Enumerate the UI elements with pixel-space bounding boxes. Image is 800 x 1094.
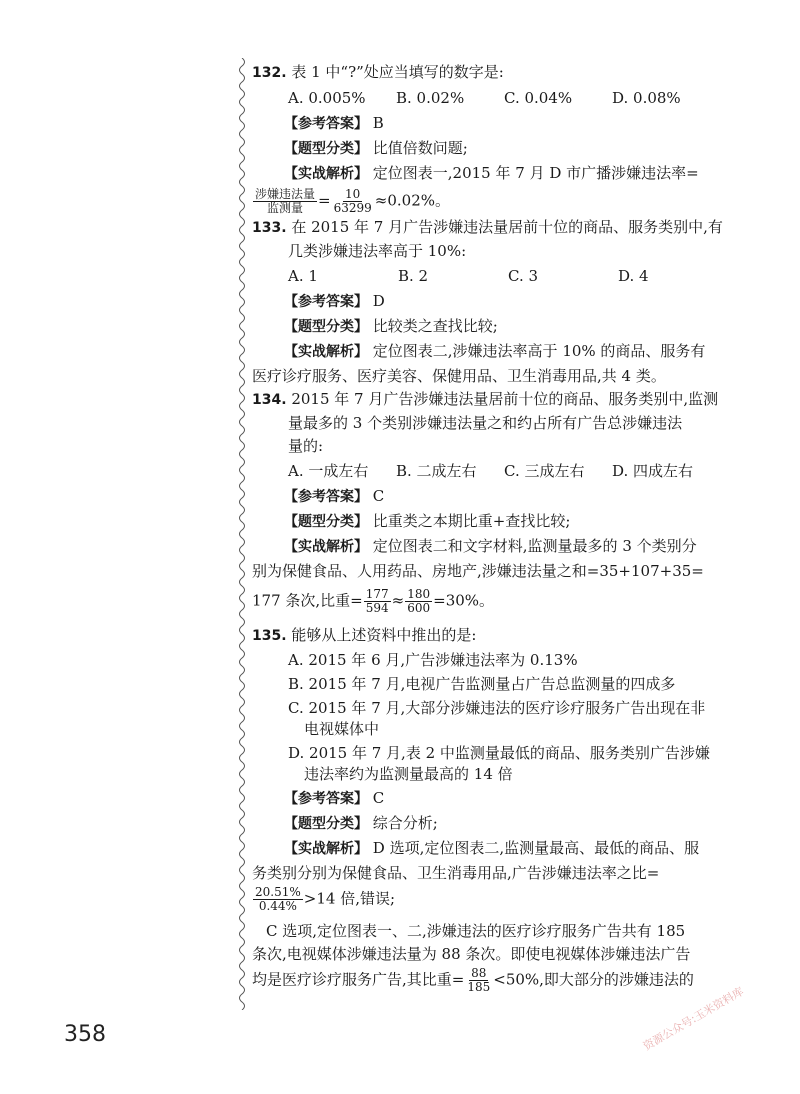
fraction: $\frac{177}{594}$ (365, 587, 389, 615)
option-c: C. 三成左右 (504, 462, 585, 480)
question-132 (252, 62, 732, 215)
option-b: B. 二成左右 (396, 462, 477, 480)
formula-line: $\frac{\text{涉嫌违法量}}{\text{监测量}}$ = $\frac{10}{63299}$ ≈0.02%。 (255, 187, 451, 215)
answer-tag: 【参考答案】 (284, 116, 368, 132)
type-tag: 【题型分类】 (284, 816, 368, 832)
type-tag: 【题型分类】 (284, 319, 368, 335)
analysis-text-cont: C 选项,定位图表一、二,涉嫌违法的医疗诊疗服务广告共有 185 (266, 922, 686, 940)
answer-value: C (372, 789, 385, 807)
option-d: D. 2015 年 7 月,表 2 中监测量最低的商品、服务类别广告涉嫌 违法率约为监测量最高的 14 倍 (288, 744, 710, 783)
watermark: 资源公众号:玉米资料库 (641, 984, 746, 1053)
formula-line: $\frac{20.51\%}{0.44\%}$ >14 倍,错误; (255, 885, 396, 913)
question-135 (252, 625, 732, 994)
option-a: A. 1 (288, 267, 318, 285)
option-c: C. 3 (508, 267, 539, 285)
option-a: A. 2015 年 6 月,广告涉嫌违法率为 0.13% (288, 651, 578, 669)
analysis-tag: 【实战解析】 (284, 539, 368, 555)
question-text: 能够从上述资料中推出的是: (291, 626, 477, 644)
analysis-tag: 【实战解析】 (284, 344, 368, 360)
option-d: D. 0.08% (612, 89, 681, 107)
option-b: B. 2 (398, 267, 429, 285)
question-text: 表 1 中“?”处应当填写的数字是: (291, 63, 504, 81)
analysis-text: D 选项,定位图表二,监测量最高、最低的商品、服 (372, 839, 700, 857)
analysis-text: 定位图表一,2015 年 7 月 D 市广播涉嫌违法率= (372, 164, 699, 182)
option-a: A. 一成左右 (288, 462, 369, 480)
options-row (252, 266, 732, 287)
analysis-text-cont: 医疗诊疗服务、医疗美容、保健用品、卫生消毒用品,共 4 类。 (252, 367, 666, 385)
option-c: C. 0.04% (504, 89, 573, 107)
formula-line: 均是医疗诊疗服务广告,其比重= $\frac{88}{185}$ <50%,即大部分的涉嫌违法的 (252, 966, 694, 994)
question-text-cont: 量的: (288, 437, 324, 455)
option-d: D. 四成左右 (612, 462, 694, 480)
analysis-tag: 【实战解析】 (284, 166, 368, 182)
question-text: 2015 年 7 月广告涉嫌违法量居前十位的商品、服务类别中,监测 (291, 390, 719, 408)
options-row (252, 461, 732, 482)
question-number: 135. (252, 628, 287, 644)
fraction: $\frac{10}{63299}$ (333, 187, 372, 215)
analysis-text: 定位图表二,涉嫌违法率高于 10% 的商品、服务有 (372, 342, 706, 360)
analysis-text-cont: 条次,电视媒体涉嫌违法量为 88 条次。即使电视媒体涉嫌违法广告 (252, 945, 691, 963)
question-number: 132. (252, 65, 287, 81)
answer-value: D (372, 292, 385, 310)
page-content (252, 60, 732, 996)
analysis-text-cont: 别为保健食品、人用药品、房地产,涉嫌违法量之和=35+107+35= (252, 562, 704, 580)
analysis-text-cont: 务类别分别为保健食品、卫生消毒用品,广告涉嫌违法率之比= (252, 864, 660, 882)
answer-tag: 【参考答案】 (284, 791, 368, 807)
answer-tag: 【参考答案】 (284, 489, 368, 505)
fraction: $\frac{180}{600}$ (407, 587, 431, 615)
formula-line: 177 条次,比重= $\frac{177}{594}$ ≈ $\frac{180}{600}$ =30%。 (252, 587, 495, 615)
question-text: 在 2015 年 7 月广告涉嫌违法量居前十位的商品、服务类别中,有 (291, 218, 723, 236)
option-d: D. 4 (618, 267, 649, 285)
type-value: 比较类之查找比较; (372, 317, 498, 335)
analysis-tag: 【实战解析】 (284, 841, 368, 857)
question-133 (252, 217, 732, 387)
fraction: $\frac{20.51\%}{0.44\%}$ (255, 885, 301, 913)
fraction: $\frac{88}{185}$ (467, 966, 491, 994)
type-value: 比重类之本期比重+查找比较; (372, 512, 571, 530)
question-134 (252, 389, 732, 615)
page-number: 358 (64, 1022, 106, 1047)
answer-tag: 【参考答案】 (284, 294, 368, 310)
type-tag: 【题型分类】 (284, 514, 368, 530)
question-text-cont: 量最多的 3 个类别涉嫌违法量之和约占所有广告总涉嫌违法 (288, 414, 683, 432)
type-tag: 【题型分类】 (284, 141, 368, 157)
option-b: B. 0.02% (396, 89, 465, 107)
question-number: 134. (252, 392, 287, 408)
option-a: A. 0.005% (288, 89, 366, 107)
question-text-cont: 几类涉嫌违法率高于 10%: (288, 242, 467, 260)
option-b: B. 2015 年 7 月,电视广告监测量占广告总监测量的四成多 (288, 675, 676, 693)
type-value: 综合分析; (372, 814, 438, 832)
fraction: $\frac{\text{涉嫌违法量}}{\text{监测量}}$ (255, 187, 316, 215)
type-value: 比值倍数问题; (372, 139, 468, 157)
options-row (252, 88, 732, 109)
answer-value: C (372, 487, 385, 505)
analysis-text: 定位图表二和文字材料,监测量最多的 3 个类别分 (372, 537, 697, 555)
margin-wavy-line (236, 58, 248, 1010)
option-c: C. 2015 年 7 月,大部分涉嫌违法的医疗诊疗服务广告出现在非 电视媒体中 (288, 699, 706, 738)
question-number: 133. (252, 220, 287, 236)
answer-value: B (372, 114, 384, 132)
